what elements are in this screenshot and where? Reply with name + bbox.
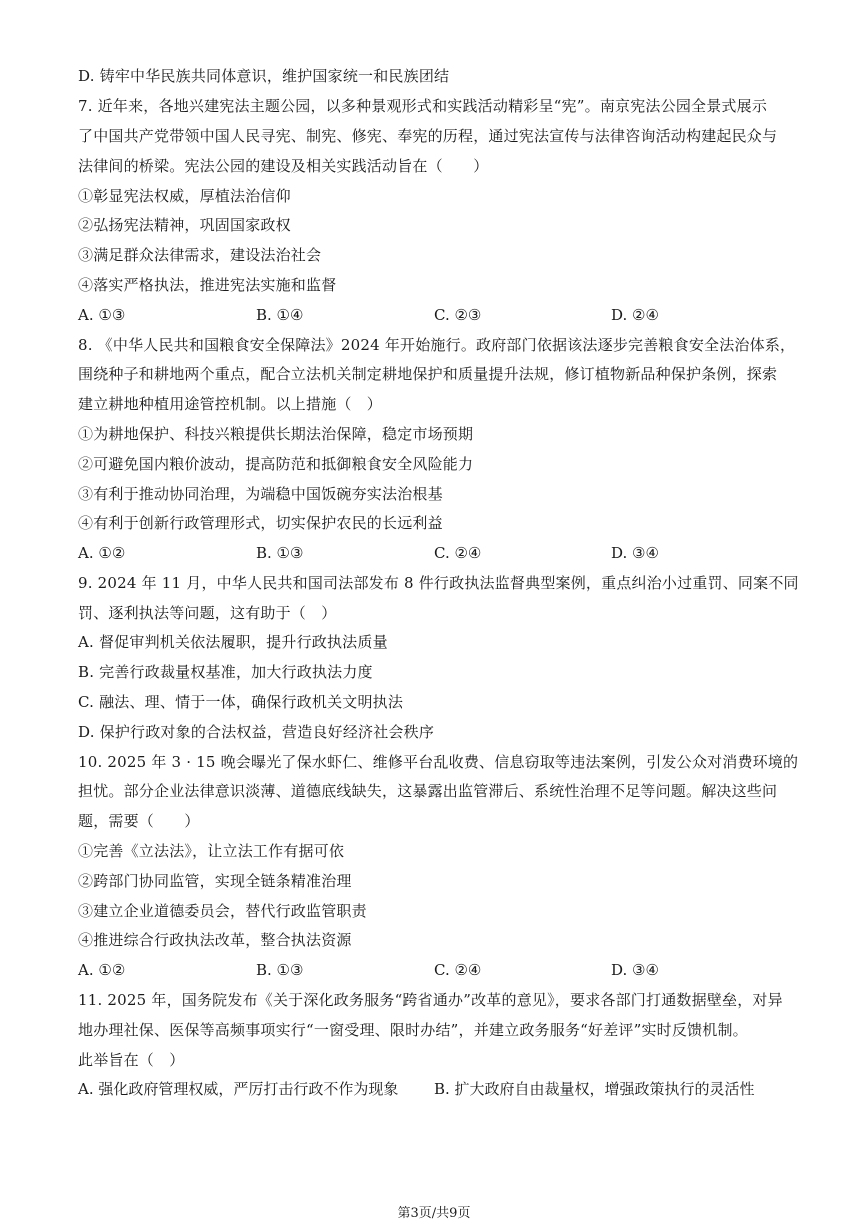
q8-option-c: C. ②④ <box>434 544 482 562</box>
q10-stem-line-1: 10. 2025 年 3 · 15 晚会曝光了保水虾仁、维修平台乱收费、信息窃取等违法案例，引发公众对消费环境的 <box>78 753 799 771</box>
q8-option-b: B. ①③ <box>256 544 304 562</box>
q7-option-d: D. ②④ <box>611 306 659 324</box>
q7-item-1: ①彰显宪法权威，厚植法治信仰 <box>78 187 291 205</box>
q8-item-4: ④有利于创新行政管理形式，切实保护农民的长远利益 <box>78 514 443 532</box>
q8-option-d: D. ③④ <box>611 544 659 562</box>
q10-item-3: ③建立企业道德委员会，替代行政监管职责 <box>78 902 367 920</box>
q7-option-c: C. ②③ <box>434 306 482 324</box>
q10-stem-line-2: 担忧。部分企业法律意识淡薄、道德底线缺失，这暴露出监管滞后、系统性治理不足等问题。解决这些问 <box>78 782 778 800</box>
q10-option-b: B. ①③ <box>256 961 304 979</box>
q11-option-b: B. 扩大政府自由裁量权，增强政策执行的灵活性 <box>434 1080 755 1098</box>
q8-item-3: ③有利于推动协同治理，为端稳中国饭碗夯实法治根基 <box>78 485 443 503</box>
q9-stem-line-1: 9. 2024 年 11 月，中华人民共和国司法部发布 8 件行政执法监督典型案例，重点纠治小过重罚、同案不同 <box>78 574 799 592</box>
q7-option-a: A. ①③ <box>78 306 126 324</box>
q10-option-a: A. ①② <box>78 961 126 979</box>
q9-option-c: C. 融法、理、情于一体，确保行政机关文明执法 <box>78 693 404 711</box>
page-number-footer: 第3页/共9页 <box>397 1206 471 1221</box>
q10-item-2: ②跨部门协同监管，实现全链条精准治理 <box>78 872 352 890</box>
q8-options <box>78 543 798 563</box>
q10-stem-line-3: 题，需要（ ） <box>78 812 200 830</box>
q8-stem-line-2: 围绕种子和耕地两个重点，配合立法机关制定耕地保护和质量提升法规，修订植物新品种保护条例，探索 <box>78 365 778 383</box>
q8-item-1: ①为耕地保护、科技兴粮提供长期法治保障，稳定市场预期 <box>78 425 474 443</box>
q8-item-2: ②可避免国内粮价波动，提高防范和抵御粮食安全风险能力 <box>78 455 474 473</box>
q9-option-a: A. 督促审判机关依法履职，提升行政执法质量 <box>78 633 388 651</box>
q9-option-b: B. 完善行政裁量权基准，加大行政执法力度 <box>78 663 373 681</box>
q8-option-a: A. ①② <box>78 544 126 562</box>
q6-option-d: D. 铸牢中华民族共同体意识，维护国家统一和民族团结 <box>78 67 450 85</box>
q7-stem-line-3: 法律间的桥梁。宪法公园的建设及相关实践活动旨在（ ） <box>78 157 489 175</box>
q7-options <box>78 305 798 325</box>
q7-item-4: ④落实严格执法，推进宪法实施和监督 <box>78 276 337 294</box>
q10-option-c: C. ②④ <box>434 961 482 979</box>
q10-item-1: ①完善《立法法》，让立法工作有据可依 <box>78 842 345 860</box>
q10-item-4: ④推进综合行政执法改革，整合执法资源 <box>78 931 352 949</box>
q7-stem-line-2: 了中国共产党带领中国人民寻宪、制宪、修宪、奉宪的历程，通过宪法宣传与法律咨询活动构建起民众与 <box>78 127 778 145</box>
q11-option-a: A. 强化政府管理权威，严厉打击行政不作为现象 <box>78 1080 399 1098</box>
q7-stem-line-1: 7. 近年来，各地兴建宪法主题公园，以多种景观形式和实践活动精彩呈“宪”。南京宪法公园全景式展示 <box>78 97 768 115</box>
q8-stem-line-1: 8. 《中华人民共和国粮食安全保障法》2024 年开始施行。政府部门依据该法逐步完善粮食安全法治体系， <box>78 336 796 354</box>
q11-stem-line-1: 11. 2025 年，国务院发布《关于深化政务服务“跨省通办”改革的意见》，要求各部门打通数据壁垒，对异 <box>78 991 783 1009</box>
q7-option-b: B. ①④ <box>256 306 304 324</box>
q11-stem-line-3: 此举旨在（ ） <box>78 1051 185 1069</box>
q7-item-2: ②弘扬宪法精神，巩固国家政权 <box>78 216 291 234</box>
q10-options <box>78 960 798 980</box>
q9-stem-line-2: 罚、逐利执法等问题，这有助于（ ） <box>78 604 337 622</box>
q9-option-d: D. 保护行政对象的合法权益，营造良好经济社会秩序 <box>78 723 435 741</box>
q10-option-d: D. ③④ <box>611 961 659 979</box>
q11-options-ab <box>78 1079 798 1099</box>
q8-stem-line-3: 建立耕地种植用途管控机制。以上措施（ ） <box>78 395 383 413</box>
q11-stem-line-2: 地办理社保、医保等高频事项实行“一窗受理、限时办结”，并建立政务服务“好差评”实时反馈机制。 <box>78 1021 748 1039</box>
q7-item-3: ③满足群众法律需求，建设法治社会 <box>78 246 322 264</box>
